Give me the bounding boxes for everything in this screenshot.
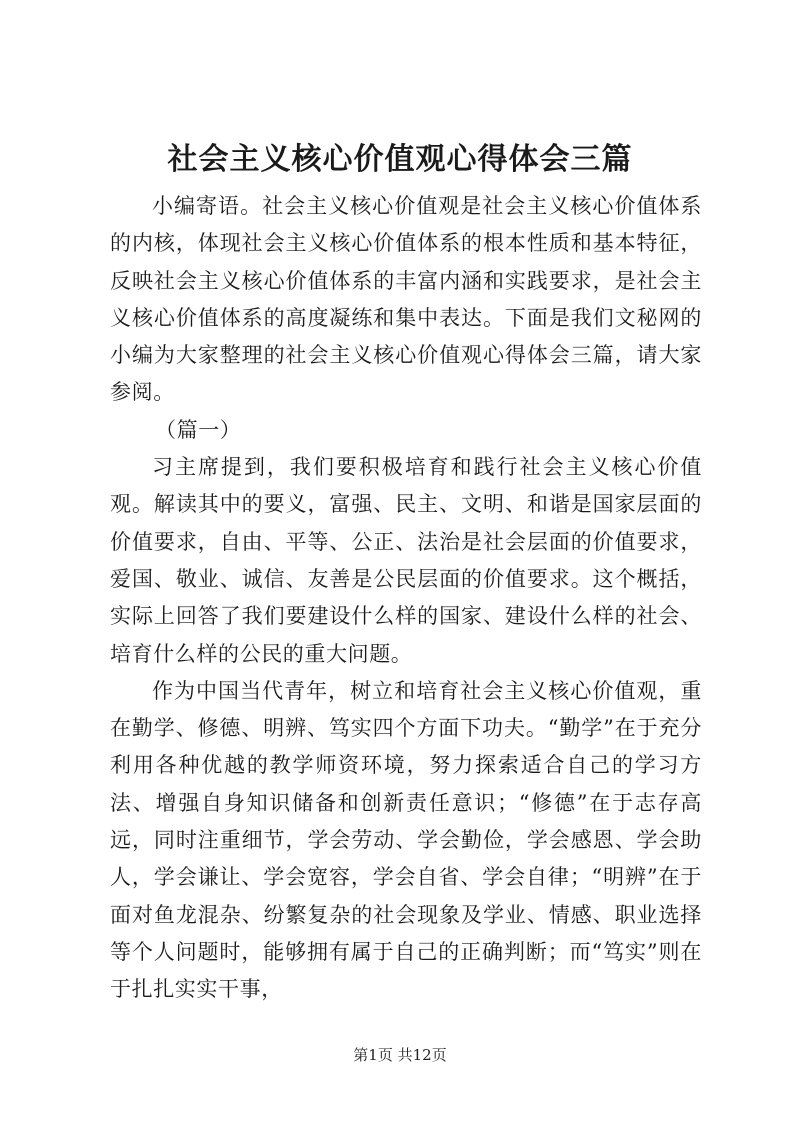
document-body bbox=[110, 188, 702, 1009]
intro-paragraph: 小编寄语。社会主义核心价值观是社会主义核心价值体系的内核，体现社会主义核心价值体系的根本性质和基本特征，反映社会主义核心价值体系的丰富内涵和实践要求，是社会主义核心价值体系的高度凝练和集中表达。下面是我们文秘网的小编为大家整理的社会主义核心价值观心得体会三篇，请大家参阅。 bbox=[110, 194, 702, 405]
document-title: 社会主义核心价值观心得体会三篇 bbox=[167, 142, 633, 177]
page-number-footer: 第1页 共12页 bbox=[353, 1046, 447, 1064]
body-paragraph-1: 习主席提到，我们要积极培育和践行社会主义核心价值观。解读其中的要义，富强、民主、文明、和谐是国家层面的价值要求，自由、平等、公正、法治是社会层面的价值要求，爱国、敬业、诚信、友善是公民层面的价值要求。这个概括，实际上回答了我们要建设什么样的国家、建设什么样的社会、培育什么样的公民的重大问题。 bbox=[110, 455, 702, 666]
body-paragraph-2: 作为中国当代青年，树立和培育社会主义核心价值观，重在勤学、修德、明辨、笃实四个方面下功夫。“勤学”在于充分利用各种优越的教学师资环境，努力探索适合自己的学习方法、增强自身知识储备和创新责任意识；“修德”在于志存高远，同时注重细节，学会劳动、学会勤俭，学会感恩、学会助人，学会谦让、学会宽容，学会自省、学会自律；“明辨”在于面对鱼龙混杂、纷繁复杂的社会现象及学业、情感、职业选择等个人问题时，能够拥有属于自己的正确判断；而“笃实”则在于扎扎实实干事， bbox=[110, 678, 702, 1002]
section-heading: （篇一） bbox=[155, 417, 242, 442]
